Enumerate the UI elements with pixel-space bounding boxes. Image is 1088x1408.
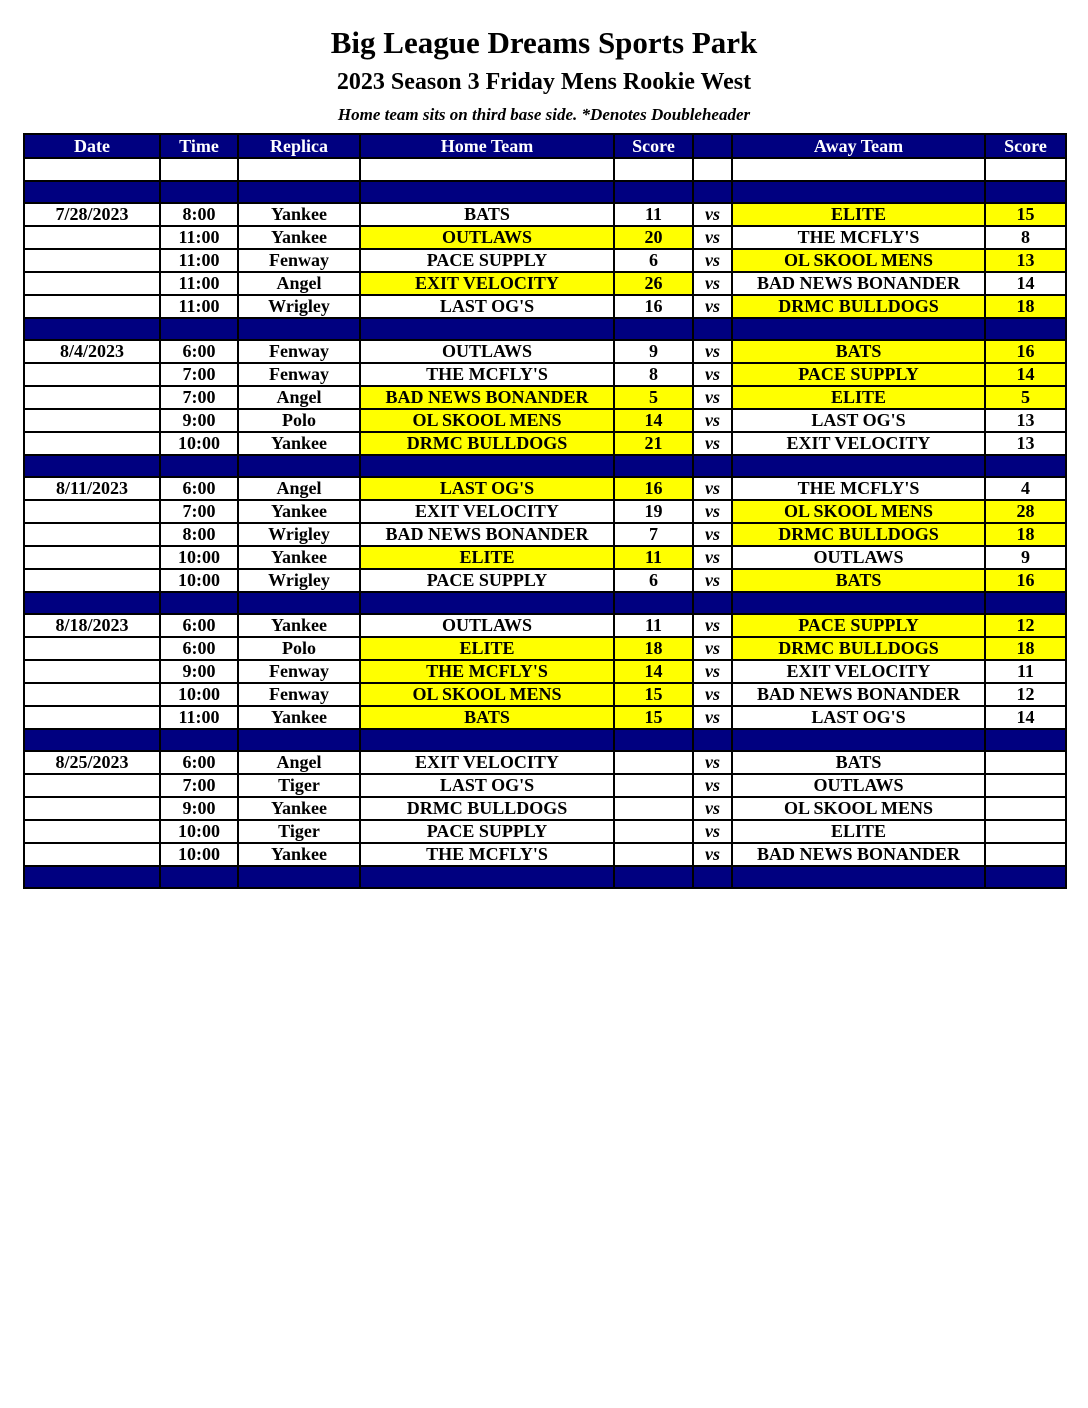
away-score — [985, 843, 1066, 866]
away-team: OL SKOOL MENS — [732, 249, 985, 272]
home-team: PACE SUPPLY — [360, 249, 614, 272]
versus-label: vs — [693, 797, 732, 820]
game-row — [24, 477, 1066, 500]
game-replica-field: Angel — [238, 386, 360, 409]
game-date — [24, 660, 160, 683]
game-replica-field: Tiger — [238, 820, 360, 843]
game-replica-field: Fenway — [238, 340, 360, 363]
home-team: BAD NEWS BONANDER — [360, 386, 614, 409]
game-replica-field: Yankee — [238, 706, 360, 729]
home-score: 6 — [614, 569, 693, 592]
away-score: 8 — [985, 226, 1066, 249]
away-team: DRMC BULLDOGS — [732, 523, 985, 546]
versus-label: vs — [693, 637, 732, 660]
home-score: 11 — [614, 546, 693, 569]
game-time: 10:00 — [160, 820, 238, 843]
week-separator-row — [24, 592, 1066, 614]
col-header-away-score: Score — [985, 134, 1066, 158]
home-team: ELITE — [360, 637, 614, 660]
game-row — [24, 843, 1066, 866]
game-time: 11:00 — [160, 706, 238, 729]
game-row — [24, 546, 1066, 569]
versus-label: vs — [693, 683, 732, 706]
away-team: DRMC BULLDOGS — [732, 295, 985, 318]
away-score: 14 — [985, 706, 1066, 729]
home-team: LAST OG'S — [360, 477, 614, 500]
game-time: 7:00 — [160, 363, 238, 386]
game-date — [24, 797, 160, 820]
game-time: 6:00 — [160, 637, 238, 660]
schedule-body — [24, 158, 1066, 888]
home-score: 14 — [614, 660, 693, 683]
blank-row — [24, 158, 1066, 181]
game-row — [24, 409, 1066, 432]
game-row — [24, 637, 1066, 660]
header-row — [24, 134, 1066, 158]
away-team: OL SKOOL MENS — [732, 500, 985, 523]
home-team: PACE SUPPLY — [360, 569, 614, 592]
game-date — [24, 637, 160, 660]
home-score: 20 — [614, 226, 693, 249]
game-time: 11:00 — [160, 226, 238, 249]
game-time: 9:00 — [160, 660, 238, 683]
game-row — [24, 340, 1066, 363]
game-time: 7:00 — [160, 500, 238, 523]
game-row — [24, 203, 1066, 226]
away-score: 18 — [985, 523, 1066, 546]
home-score: 16 — [614, 477, 693, 500]
game-replica-field: Wrigley — [238, 569, 360, 592]
home-team: LAST OG'S — [360, 295, 614, 318]
home-score: 21 — [614, 432, 693, 455]
game-time: 10:00 — [160, 683, 238, 706]
game-time: 6:00 — [160, 340, 238, 363]
away-team: ELITE — [732, 820, 985, 843]
game-date — [24, 226, 160, 249]
versus-label: vs — [693, 546, 732, 569]
game-replica-field: Angel — [238, 751, 360, 774]
away-team: PACE SUPPLY — [732, 363, 985, 386]
game-replica-field: Angel — [238, 272, 360, 295]
home-team: PACE SUPPLY — [360, 820, 614, 843]
game-time: 11:00 — [160, 249, 238, 272]
away-team: THE MCFLY'S — [732, 226, 985, 249]
away-score: 14 — [985, 363, 1066, 386]
versus-label: vs — [693, 774, 732, 797]
home-team: BATS — [360, 203, 614, 226]
away-score: 14 — [985, 272, 1066, 295]
away-team: OUTLAWS — [732, 546, 985, 569]
game-row — [24, 500, 1066, 523]
home-team: BAD NEWS BONANDER — [360, 523, 614, 546]
game-time: 10:00 — [160, 546, 238, 569]
away-team: PACE SUPPLY — [732, 614, 985, 637]
game-replica-field: Polo — [238, 409, 360, 432]
versus-label: vs — [693, 249, 732, 272]
game-replica-field: Fenway — [238, 660, 360, 683]
game-replica-field: Wrigley — [238, 295, 360, 318]
col-header-date: Date — [24, 134, 160, 158]
away-team: BAD NEWS BONANDER — [732, 272, 985, 295]
home-team: THE MCFLY'S — [360, 843, 614, 866]
game-row — [24, 820, 1066, 843]
game-date — [24, 432, 160, 455]
away-score: 5 — [985, 386, 1066, 409]
versus-label: vs — [693, 409, 732, 432]
game-date — [24, 523, 160, 546]
home-score: 26 — [614, 272, 693, 295]
versus-label: vs — [693, 751, 732, 774]
game-replica-field: Fenway — [238, 683, 360, 706]
game-time: 7:00 — [160, 386, 238, 409]
game-replica-field: Yankee — [238, 226, 360, 249]
game-date: 8/11/2023 — [24, 477, 160, 500]
home-team: OL SKOOL MENS — [360, 409, 614, 432]
home-score: 11 — [614, 614, 693, 637]
home-score: 5 — [614, 386, 693, 409]
game-row — [24, 774, 1066, 797]
away-score — [985, 797, 1066, 820]
home-score: 15 — [614, 683, 693, 706]
week-separator-row — [24, 455, 1066, 477]
game-date — [24, 249, 160, 272]
game-row — [24, 614, 1066, 637]
away-score: 15 — [985, 203, 1066, 226]
game-replica-field: Yankee — [238, 500, 360, 523]
game-date — [24, 569, 160, 592]
away-score: 4 — [985, 477, 1066, 500]
game-time: 11:00 — [160, 272, 238, 295]
away-score: 12 — [985, 614, 1066, 637]
game-replica-field: Yankee — [238, 546, 360, 569]
game-row — [24, 249, 1066, 272]
versus-label: vs — [693, 203, 732, 226]
game-time: 10:00 — [160, 843, 238, 866]
home-team: EXIT VELOCITY — [360, 272, 614, 295]
schedule-note: Home team sits on third base side. *Denotes Doubleheader — [337, 105, 751, 124]
versus-label: vs — [693, 340, 732, 363]
game-time: 7:00 — [160, 774, 238, 797]
game-time: 9:00 — [160, 797, 238, 820]
home-score: 18 — [614, 637, 693, 660]
away-team: BATS — [732, 751, 985, 774]
game-date — [24, 295, 160, 318]
col-header-time: Time — [160, 134, 238, 158]
away-team: BAD NEWS BONANDER — [732, 683, 985, 706]
game-date: 8/4/2023 — [24, 340, 160, 363]
home-score: 19 — [614, 500, 693, 523]
away-score: 12 — [985, 683, 1066, 706]
home-team: OUTLAWS — [360, 340, 614, 363]
away-score — [985, 820, 1066, 843]
home-score — [614, 843, 693, 866]
versus-label: vs — [693, 569, 732, 592]
game-replica-field: Yankee — [238, 843, 360, 866]
away-score: 18 — [985, 637, 1066, 660]
col-header-vs — [693, 134, 732, 158]
game-date — [24, 409, 160, 432]
game-row — [24, 226, 1066, 249]
game-row — [24, 386, 1066, 409]
away-score: 18 — [985, 295, 1066, 318]
versus-label: vs — [693, 226, 732, 249]
game-date — [24, 820, 160, 843]
game-row — [24, 751, 1066, 774]
game-row — [24, 706, 1066, 729]
game-replica-field: Yankee — [238, 797, 360, 820]
game-replica-field: Polo — [238, 637, 360, 660]
home-score: 6 — [614, 249, 693, 272]
versus-label: vs — [693, 432, 732, 455]
game-time: 6:00 — [160, 751, 238, 774]
versus-label: vs — [693, 843, 732, 866]
game-date — [24, 500, 160, 523]
home-score: 9 — [614, 340, 693, 363]
col-header-replica: Replica — [238, 134, 360, 158]
home-score: 11 — [614, 203, 693, 226]
versus-label: vs — [693, 706, 732, 729]
col-header-home-team: Home Team — [360, 134, 614, 158]
game-time: 8:00 — [160, 203, 238, 226]
home-team: BATS — [360, 706, 614, 729]
game-time: 6:00 — [160, 477, 238, 500]
home-team: EXIT VELOCITY — [360, 751, 614, 774]
away-score — [985, 774, 1066, 797]
home-score — [614, 751, 693, 774]
game-date — [24, 546, 160, 569]
game-time: 10:00 — [160, 432, 238, 455]
away-score: 9 — [985, 546, 1066, 569]
away-score: 16 — [985, 569, 1066, 592]
away-score: 13 — [985, 249, 1066, 272]
away-team: EXIT VELOCITY — [732, 432, 985, 455]
game-date — [24, 774, 160, 797]
game-row — [24, 569, 1066, 592]
home-team: OUTLAWS — [360, 226, 614, 249]
away-team: OL SKOOL MENS — [732, 797, 985, 820]
home-team: OL SKOOL MENS — [360, 683, 614, 706]
home-team: DRMC BULLDOGS — [360, 797, 614, 820]
game-date — [24, 706, 160, 729]
game-date: 8/25/2023 — [24, 751, 160, 774]
versus-label: vs — [693, 272, 732, 295]
game-replica-field: Fenway — [238, 249, 360, 272]
game-date — [24, 272, 160, 295]
game-replica-field: Yankee — [238, 203, 360, 226]
versus-label: vs — [693, 820, 732, 843]
game-row — [24, 660, 1066, 683]
versus-label: vs — [693, 523, 732, 546]
game-row — [24, 432, 1066, 455]
game-replica-field: Fenway — [238, 363, 360, 386]
game-replica-field: Yankee — [238, 614, 360, 637]
page-title: Big League Dreams Sports Park — [330, 25, 758, 60]
home-score: 15 — [614, 706, 693, 729]
versus-label: vs — [693, 614, 732, 637]
home-score: 16 — [614, 295, 693, 318]
away-team: BATS — [732, 569, 985, 592]
game-time: 11:00 — [160, 295, 238, 318]
away-team: OUTLAWS — [732, 774, 985, 797]
away-score: 13 — [985, 432, 1066, 455]
week-separator-row — [24, 318, 1066, 340]
week-separator-row — [24, 181, 1066, 203]
away-score: 13 — [985, 409, 1066, 432]
versus-label: vs — [693, 477, 732, 500]
schedule-table — [23, 133, 1067, 889]
away-score — [985, 751, 1066, 774]
week-separator-row — [24, 729, 1066, 751]
game-date — [24, 386, 160, 409]
away-score: 16 — [985, 340, 1066, 363]
col-header-home-score: Score — [614, 134, 693, 158]
game-row — [24, 797, 1066, 820]
away-team: LAST OG'S — [732, 706, 985, 729]
away-score: 28 — [985, 500, 1066, 523]
away-team: ELITE — [732, 386, 985, 409]
home-score — [614, 820, 693, 843]
home-score — [614, 774, 693, 797]
versus-label: vs — [693, 500, 732, 523]
game-row — [24, 295, 1066, 318]
home-team: OUTLAWS — [360, 614, 614, 637]
game-date — [24, 683, 160, 706]
game-date: 8/18/2023 — [24, 614, 160, 637]
away-team: ELITE — [732, 203, 985, 226]
home-team: LAST OG'S — [360, 774, 614, 797]
game-row — [24, 272, 1066, 295]
home-score: 14 — [614, 409, 693, 432]
away-team: BAD NEWS BONANDER — [732, 843, 985, 866]
game-replica-field: Tiger — [238, 774, 360, 797]
home-team: ELITE — [360, 546, 614, 569]
game-time: 9:00 — [160, 409, 238, 432]
week-separator-row — [24, 866, 1066, 888]
home-team: DRMC BULLDOGS — [360, 432, 614, 455]
game-replica-field: Yankee — [238, 432, 360, 455]
home-team: THE MCFLY'S — [360, 363, 614, 386]
game-time: 6:00 — [160, 614, 238, 637]
versus-label: vs — [693, 363, 732, 386]
away-team: LAST OG'S — [732, 409, 985, 432]
away-team: DRMC BULLDOGS — [732, 637, 985, 660]
home-score: 8 — [614, 363, 693, 386]
home-team: EXIT VELOCITY — [360, 500, 614, 523]
game-date: 7/28/2023 — [24, 203, 160, 226]
game-replica-field: Angel — [238, 477, 360, 500]
game-row — [24, 683, 1066, 706]
home-score: 7 — [614, 523, 693, 546]
home-score — [614, 797, 693, 820]
away-score: 11 — [985, 660, 1066, 683]
away-team: BATS — [732, 340, 985, 363]
away-team: EXIT VELOCITY — [732, 660, 985, 683]
game-time: 8:00 — [160, 523, 238, 546]
game-date — [24, 363, 160, 386]
game-row — [24, 523, 1066, 546]
versus-label: vs — [693, 660, 732, 683]
game-time: 10:00 — [160, 569, 238, 592]
game-replica-field: Wrigley — [238, 523, 360, 546]
game-row — [24, 363, 1066, 386]
home-team: THE MCFLY'S — [360, 660, 614, 683]
versus-label: vs — [693, 386, 732, 409]
away-team: THE MCFLY'S — [732, 477, 985, 500]
col-header-away-team: Away Team — [732, 134, 985, 158]
versus-label: vs — [693, 295, 732, 318]
game-date — [24, 843, 160, 866]
season-subtitle: 2023 Season 3 Friday Mens Rookie West — [336, 69, 752, 95]
